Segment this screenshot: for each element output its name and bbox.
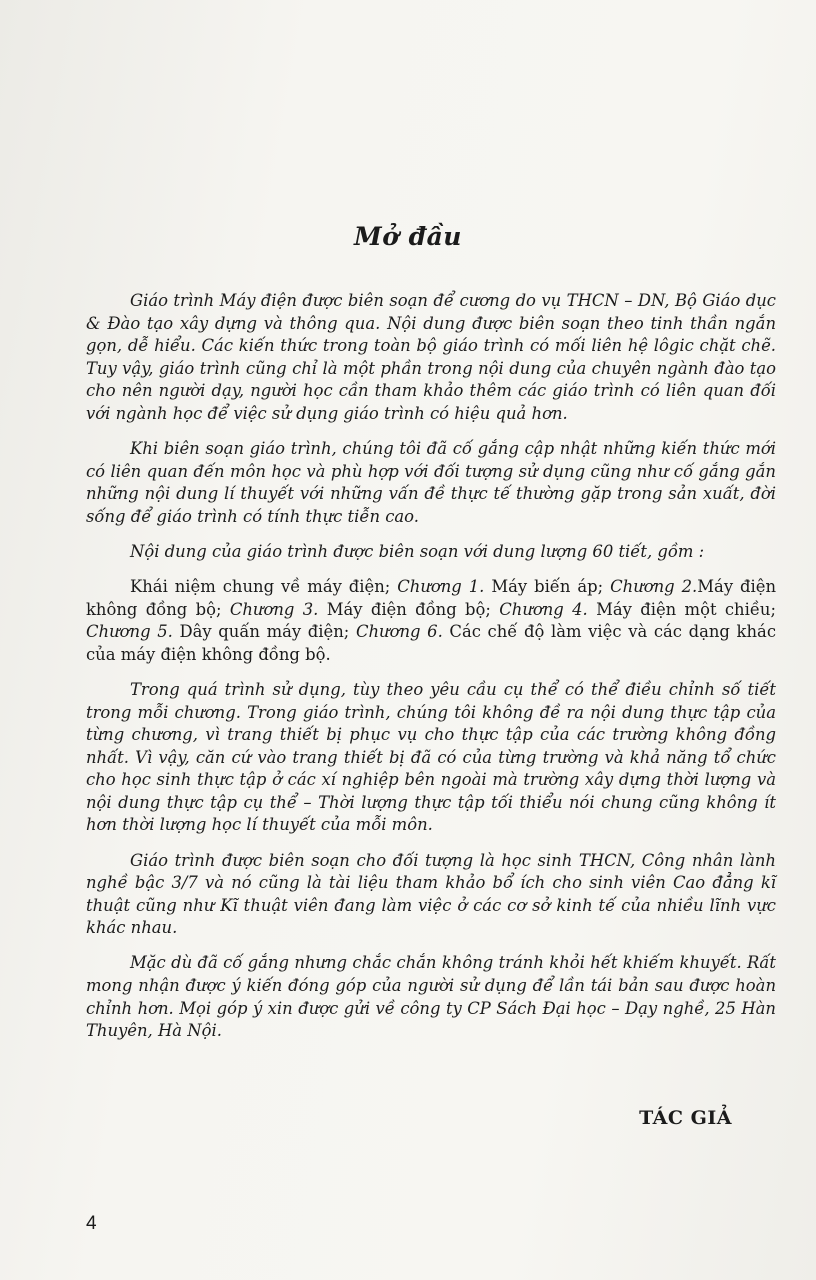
page-number: 4 xyxy=(86,1213,97,1234)
chapter-2-label: Chương 2. xyxy=(610,577,698,597)
author-signature: TÁC GIẢ xyxy=(639,1107,732,1129)
paragraph-chapters xyxy=(86,576,776,666)
chapter-4-label: Chương 4. xyxy=(499,599,588,619)
chapter-6-label: Chương 6. xyxy=(355,622,443,642)
chapter-4-text: Máy điện một chiều; xyxy=(596,599,776,619)
chapter-1-text: Máy biến áp; xyxy=(491,577,604,597)
paragraph-update: Khi biên soạn giáo trình, chúng tôi đã cố gắng cập nhật những kiến thức mới có liên quan đến môn học và phù hợp với đối tượng sử dụng cũng như cố gắng gắn những nội dung lí thuyết với những vấn đề thực tế thường gặp trong sản xuất, đời sống để giáo trình có tính thực tiễn cao. xyxy=(86,439,776,526)
chapter-5-text: Dây quấn máy điện; xyxy=(179,622,350,642)
paragraph-content-length: Nội dung của giáo trình được biên soạn với dung lượng 60 tiết, gồm : xyxy=(130,541,705,561)
chapter-1-label: Chương 1. xyxy=(397,577,485,597)
chapter-3-text: Máy điện đồng bộ; xyxy=(326,599,491,619)
page-title: Mở đầu xyxy=(354,222,462,251)
chapters-lead: Khái niệm chung về máy điện; xyxy=(130,577,391,597)
chapter-6-text: Các chế độ làm việc và các dạng khác của máy điện không đồng bộ. xyxy=(86,622,776,664)
chapter-5-label: Chương 5. xyxy=(86,622,173,642)
paragraph-audience: Giáo trình được biên soạn cho đối tượng là học sinh THCN, Công nhân lành nghề bậc 3/7 và nó cũng là tài liệu tham khảo bổ ích cho sinh viên Cao đẳng kĩ thuật cũng như Kĩ thuật viên đang làm việc ở các cơ sở kinh tế của nhiều lĩnh vực khác nhau. xyxy=(86,850,776,938)
chapter-3-label: Chương 3. xyxy=(229,599,319,619)
body-text xyxy=(86,290,776,1055)
chapter-2-text: Máy điện không đồng bộ; xyxy=(86,577,777,619)
paragraph-usage: Trong quá trình sử dụng, tùy theo yêu cầu cụ thể có thể điều chỉnh số tiết trong mỗi chương. Trong giáo trình, chúng tôi không đề ra nội dung thực tập của từng chương, vì trang thiết bị phục vụ cho thực tập của các trường không đồng nhất. Vì vậy, căn cứ vào trang thiết bị đã có của từng trường và khả năng tổ chức cho học sinh thực tập ở các xí nghiệp bên ngoài mà trường xây dựng thời lượng và nội dung thực tập cụ thể – Thời lượng thực tập tối thiểu nói chung cũng không ít hơn thời lượng học lí thuyết của mỗi môn. xyxy=(86,679,776,835)
paragraph-feedback: Mặc dù đã cố gắng nhưng chắc chắn không tránh khỏi hết khiếm khuyết. Rất mong nhận được ý kiến đóng góp của người sử dụng để lần tái bản sau được hoàn chỉnh hơn. Mọi góp ý xin được gửi về công ty CP Sách Đại học – Dạy nghề, 25 Hàn Thuyên, Hà Nội. xyxy=(86,953,776,1041)
paragraph-intro: Giáo trình Máy điện được biên soạn để cương do vụ THCN – DN, Bộ Giáo dục & Đào tạo xây dựng và thông qua. Nội dung được biên soạn theo tinh thần ngắn gọn, dễ hiểu. Các kiến thức trong toàn bộ giáo trình có mối liên hệ lôgic chặt chẽ. Tuy vậy, giáo trình cũng chỉ là một phần trong nội dung của chuyên ngành đào tạo cho nên người dạy, người học cần tham khảo thêm các giáo trình có liên quan đối với ngành học để việc sử dụng giáo trình có hiệu quả hơn. xyxy=(86,291,776,423)
